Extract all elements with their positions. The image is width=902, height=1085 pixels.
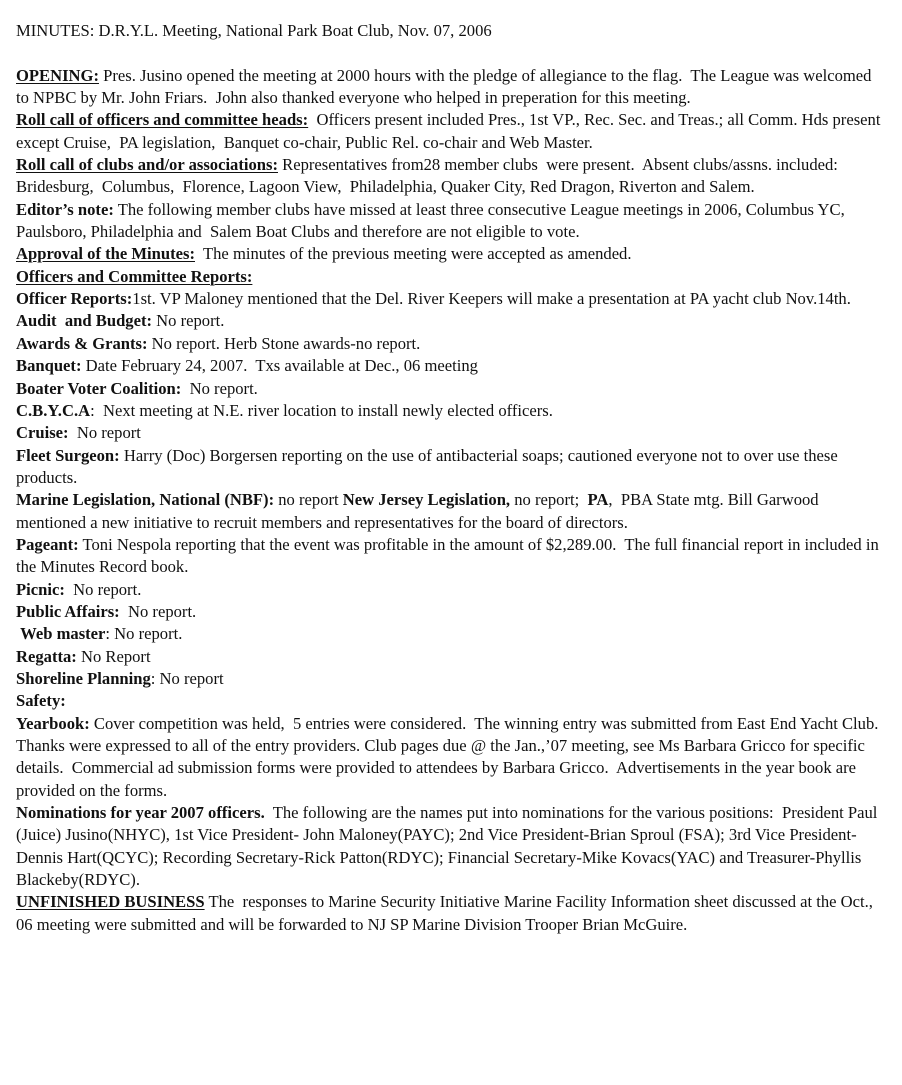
- nominations-text: The following are the names put into nominations for the various positions: President Paul (Juice) Jusino(NHYC), 1st Vice President- John Maloney(PAYC); 2nd Vice President-Brian Sproul (FSA); 3rd Vice President-Dennis Hart(QCYC); Recording Secretary-Rick Patton(RDYC); Financial Secretary-Mike Kovacs(YAC) and Treasurer-Phyllis Blackeby(RDYC).: [16, 803, 882, 890]
- picnic-heading: Picnic:: [16, 579, 65, 599]
- awards-heading: Awards & Grants:: [16, 333, 148, 353]
- section-cbyca: [16, 400, 886, 422]
- section-opening: [16, 65, 886, 110]
- regatta-heading: Regatta:: [16, 646, 77, 666]
- approval-text: The minutes of the previous meeting were accepted as amended.: [195, 244, 632, 264]
- section-officer-reports: [16, 288, 886, 310]
- opening-text: Pres. Jusino opened the meeting at 2000 hours with the pledge of allegiance to the flag. The League was welcomed to NPBC by Mr. John Friars. John also thanked everyone who helped in preperation for this meeting.: [16, 65, 876, 108]
- section-public-affairs: [16, 601, 886, 623]
- regatta-text: No Report: [76, 646, 151, 666]
- section-pageant: [16, 534, 886, 579]
- section-picnic: [16, 579, 886, 601]
- blank-line: [16, 42, 886, 64]
- section-approval-minutes: [16, 243, 886, 265]
- public-affairs-text: No report.: [119, 601, 197, 621]
- section-editors-note: [16, 199, 886, 244]
- approval-heading: Approval of the Minutes:: [16, 244, 195, 264]
- document-title: MINUTES: D.R.Y.L. Meeting, National Park Boat Club, Nov. 07, 2006: [16, 21, 492, 40]
- unfinished-business-text: The responses to Marine Security Initiative Marine Facility Information sheet discussed at the Oct., 06 meeting were submitted and will be forwarded to NJ SP Marine Division Trooper Brian McGuire.: [16, 892, 878, 934]
- pa-text: , PBA State mtg. Bill Garwood mentioned a new initiative to recruit members and representatives for the board of directors.: [16, 490, 823, 532]
- section-regatta: [16, 646, 886, 668]
- roll-call-officers-heading: Roll call of officers and committee heads:: [16, 110, 309, 130]
- section-unfinished-business: [16, 891, 886, 936]
- section-safety: [16, 690, 886, 712]
- marine-legislation-heading: Marine Legislation, National (NBF):: [16, 490, 275, 510]
- fleet-surgeon-text: Harry (Doc) Borgersen reporting on the use of antibacterial soaps; cautioned everyone not to over use these products.: [16, 445, 842, 487]
- section-web-master: [16, 623, 886, 645]
- section-fleet-surgeon: [16, 445, 886, 490]
- shoreline-heading: Shoreline Planning: [16, 668, 151, 688]
- banquet-heading: Banquet:: [16, 356, 82, 376]
- section-banquet: [16, 355, 886, 377]
- editors-note-text: The following member clubs have missed at least three consecutive League meetings in 2006, Columbus YC, Paulsboro, Philadelphia and Salem Boat Clubs and therefore are not eligible to vote.: [16, 199, 849, 242]
- editors-note-heading: Editor’s note:: [16, 199, 114, 219]
- section-roll-call-officers: [16, 109, 886, 154]
- pa-heading: PA: [587, 490, 609, 510]
- section-yearbook: [16, 713, 886, 802]
- nominations-heading: Nominations for year 2007 officers.: [16, 803, 265, 823]
- unfinished-business-heading: UNFINISHED BUSINESS: [16, 892, 205, 912]
- banquet-text: Date February 24, 2007. Txs available at Dec., 06 meeting: [81, 356, 478, 376]
- public-affairs-heading: Public Affairs:: [16, 601, 120, 621]
- roll-call-officers-text: Officers present included Pres., 1st VP., Rec. Sec. and Treas.; all Comm. Hds present except Cruise, PA legislation, Banquet co-chair, Public Rel. co-chair and Web Master.: [16, 110, 885, 152]
- officer-reports-text: 1st. VP Maloney mentioned that the Del. River Keepers will make a presentation at PA yacht club Nov.14th.: [132, 289, 851, 309]
- section-audit: [16, 310, 886, 332]
- audit-heading: Audit and Budget:: [16, 311, 153, 331]
- section-nominations: [16, 802, 886, 891]
- nj-legislation-heading: New Jersey Legislation,: [342, 490, 511, 510]
- cruise-heading: Cruise:: [16, 423, 69, 443]
- officer-reports-heading: Officer Reports:: [16, 289, 133, 309]
- section-cruise: [16, 422, 886, 444]
- section-roll-call-clubs: [16, 154, 886, 199]
- nj-legislation-text: no report;: [510, 490, 588, 510]
- section-awards: [16, 333, 886, 355]
- cruise-text: No report: [68, 423, 141, 443]
- marine-legislation-text: no report: [274, 490, 343, 510]
- shoreline-text: : No report: [150, 668, 224, 688]
- web-master-text: : No report.: [105, 624, 183, 644]
- picnic-text: No report.: [64, 579, 142, 599]
- opening-heading: OPENING:: [16, 65, 99, 85]
- roll-call-clubs-text: Representatives from28 member clubs were present. Absent clubs/assns. included: Bridesburg, Columbus, Florence, Lagoon View, Philadelphia, Quaker City, Red Dragon, Riverton and Salem.: [16, 155, 843, 197]
- section-marine-legislation: [16, 489, 886, 534]
- awards-text: No report. Herb Stone awards-no report.: [147, 333, 421, 353]
- reports-heading: Officers and Committee Reports:: [16, 266, 253, 286]
- audit-text: No report.: [152, 311, 225, 331]
- cbyca-heading: C.B.Y.C.A: [16, 400, 91, 420]
- roll-call-clubs-heading: Roll call of clubs and/or associations:: [16, 155, 278, 175]
- web-master-heading: Web master: [20, 624, 106, 644]
- boater-voter-heading: Boater Voter Coalition:: [16, 378, 182, 398]
- safety-heading: Safety:: [16, 691, 66, 711]
- fleet-surgeon-heading: Fleet Surgeon:: [16, 445, 120, 465]
- pageant-heading: Pageant:: [16, 534, 79, 554]
- yearbook-text: Cover competition was held, 5 entries were considered. The winning entry was submitted from East End Yacht Club. Thanks were expressed to all of the entry providers. Club pages due @ the Jan.,’07 meeting, see Ms Barbara Gricco for specific details. Commercial ad submission forms were provided to attendees by Barbara Gricco. Advertisements in the year book are provided on the forms.: [16, 713, 887, 800]
- yearbook-heading: Yearbook:: [16, 713, 90, 733]
- cbyca-text: : Next meeting at N.E. river location to install newly elected officers.: [90, 400, 553, 420]
- minutes-document: [16, 20, 886, 936]
- section-shoreline-planning: [16, 668, 886, 690]
- section-boater-voter: [16, 378, 886, 400]
- pageant-text: Toni Nespola reporting that the event was profitable in the amount of $2,289.00. The full financial report in included in the Minutes Record book.: [16, 534, 883, 577]
- boater-voter-text: No report.: [181, 378, 258, 398]
